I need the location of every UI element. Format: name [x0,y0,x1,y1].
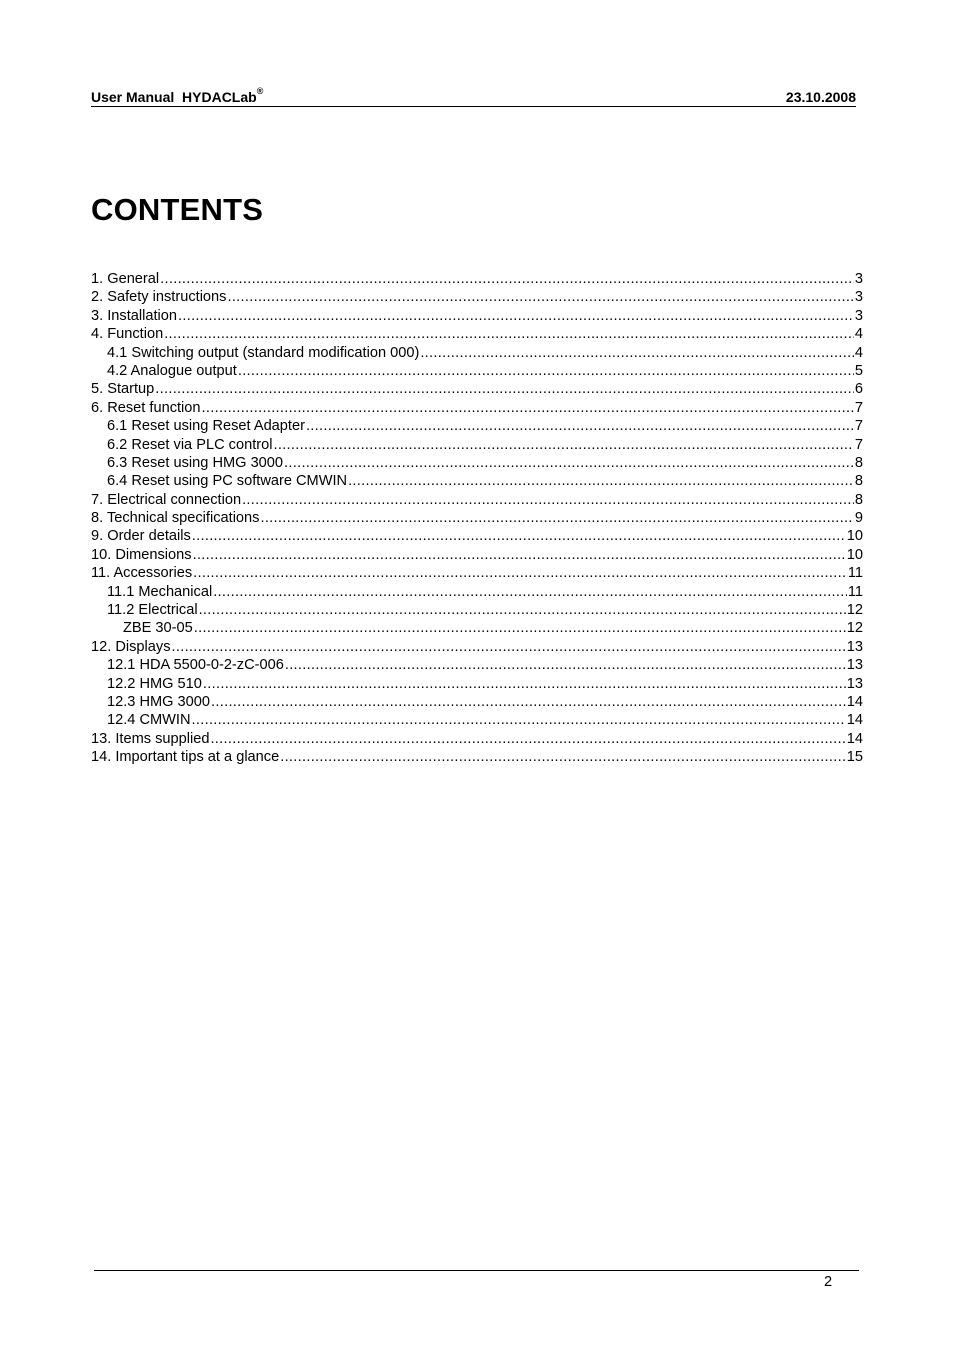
toc-entry[interactable] [91,436,863,454]
toc-entry-page: 3 [854,271,863,287]
toc-entry[interactable] [91,417,863,435]
toc-dot-leader [280,748,846,766]
toc-entry-page: 14 [846,693,863,710]
toc-entry-page: 3 [854,289,863,306]
toc-entry[interactable] [91,454,863,472]
toc-dot-leader [348,472,854,490]
toc-entry-page: 13 [846,657,863,674]
toc-dot-leader [178,307,854,325]
toc-entry-title: 12.4 CMWIN [107,712,191,729]
toc-entry-page: 8 [854,473,863,490]
toc-dot-leader [155,380,854,398]
contents-heading: CONTENTS [91,192,264,227]
toc-dot-leader [420,344,854,362]
toc-entry-page: 8 [854,491,863,508]
toc-entry-title: 4.2 Analogue output [107,362,237,379]
toc-entry[interactable] [91,509,863,527]
toc-entry[interactable] [91,491,863,509]
toc-dot-leader [202,399,854,417]
toc-entry[interactable] [91,307,863,325]
toc-entry-title: 11.2 Electrical [107,602,198,619]
toc-dot-leader [172,638,846,656]
toc-dot-leader [227,288,853,306]
toc-entry[interactable] [91,711,863,729]
toc-entry[interactable] [91,564,863,582]
toc-entry-title: 5. Startup [91,381,155,398]
toc-entry[interactable] [91,748,863,766]
toc-entry-title: 6.3 Reset using HMG 3000 [107,454,284,471]
toc-entry-page: 11 [847,583,863,600]
toc-entry-title: 14. Important tips at a glance [91,749,280,766]
toc-dot-leader [193,546,846,564]
toc-entry-page: 10 [846,546,863,563]
table-of-contents [91,270,863,767]
toc-entry-page: 14 [846,712,863,729]
toc-entry-title: 11.1 Mechanical [107,583,213,600]
toc-entry-title: ZBE 30-05 [123,620,193,637]
toc-entry-title: 9. Order details [91,528,191,545]
toc-entry-page: 12 [846,620,863,637]
toc-entry-page: 14 [846,730,863,747]
toc-entry[interactable] [91,380,863,398]
toc-entry-title: 6.2 Reset via PLC control [107,436,273,453]
toc-dot-leader [213,583,847,601]
toc-entry[interactable] [91,362,863,380]
toc-entry-page: 13 [846,675,863,692]
registered-trademark-mark: ® [256,86,264,96]
toc-entry-page: 13 [846,638,863,655]
toc-dot-leader [160,270,854,288]
toc-entry[interactable] [91,601,863,619]
toc-dot-leader [306,417,854,435]
toc-entry[interactable] [91,619,863,637]
toc-dot-leader [199,601,846,619]
toc-dot-leader [211,693,846,711]
toc-entry-page: 4 [854,326,863,343]
toc-entry-title: 6. Reset function [91,399,201,416]
toc-entry[interactable] [91,546,863,564]
toc-dot-leader [194,619,846,637]
page-number: 2 [824,1274,833,1290]
toc-entry-page: 10 [846,528,863,545]
toc-entry-title: 8. Technical specifications [91,510,260,527]
toc-entry-page: 7 [854,418,863,435]
toc-entry-title: 4.1 Switching output (standard modification 000) [107,344,420,361]
toc-entry-title: 12.1 HDA 5500-0-2-zC-006 [107,657,284,674]
toc-entry[interactable] [91,325,863,343]
document-title [91,86,264,105]
toc-entry[interactable] [91,656,863,674]
toc-entry-page: 6 [854,381,863,398]
toc-dot-leader [284,454,854,472]
toc-entry[interactable] [91,270,863,288]
toc-entry-title: 7. Electrical connection [91,491,242,508]
toc-dot-leader [242,491,854,509]
toc-entry-page: 8 [854,454,863,471]
toc-entry-page: 4 [854,344,863,361]
toc-entry[interactable] [91,638,863,656]
toc-entry[interactable] [91,399,863,417]
toc-entry[interactable] [91,730,863,748]
toc-entry-title: 6.1 Reset using Reset Adapter [107,418,305,435]
toc-entry-title: 10. Dimensions [91,546,192,563]
document-date: 23.10.2008 [785,89,856,105]
toc-entry-title: 4. Function [91,326,164,343]
toc-dot-leader [285,656,846,674]
toc-entry[interactable] [91,344,863,362]
toc-entry[interactable] [91,288,863,306]
toc-dot-leader [193,564,847,582]
toc-entry[interactable] [91,583,863,601]
toc-entry[interactable] [91,527,863,545]
toc-dot-leader [192,527,846,545]
toc-entry-title: 12.3 HMG 3000 [107,693,211,710]
toc-entry-title: 6.4 Reset using PC software CMWIN [107,473,348,490]
footer-rule [94,1270,859,1271]
toc-dot-leader [210,730,845,748]
toc-entry-title: 11. Accessories [91,565,193,582]
toc-entry-title: 1. General [91,271,160,287]
toc-entry-title: 3. Installation [91,307,177,324]
toc-entry-page: 9 [854,510,863,527]
toc-dot-leader [192,711,846,729]
toc-entry-page: 7 [854,399,863,416]
toc-dot-leader [238,362,854,380]
toc-entry-title: 2. Safety instructions [91,289,227,306]
toc-entry-page: 15 [846,749,863,766]
document-title-text: User Manual HYDACLab [91,89,257,105]
toc-dot-leader [273,436,853,454]
toc-entry-title: 12. Displays [91,638,171,655]
toc-entry[interactable] [91,675,863,693]
toc-entry[interactable] [91,472,863,490]
toc-entry-title: 12.2 HMG 510 [107,675,202,692]
toc-dot-leader [260,509,853,527]
toc-entry-page: 3 [854,307,863,324]
page-header [91,88,856,107]
toc-entry-title: 13. Items supplied [91,730,210,747]
toc-entry-page: 11 [847,565,863,582]
toc-entry-page: 12 [846,602,863,619]
toc-entry-page: 7 [854,436,863,453]
toc-dot-leader [164,325,854,343]
toc-dot-leader [203,675,846,693]
toc-entry-page: 5 [854,362,863,379]
toc-entry[interactable] [91,693,863,711]
